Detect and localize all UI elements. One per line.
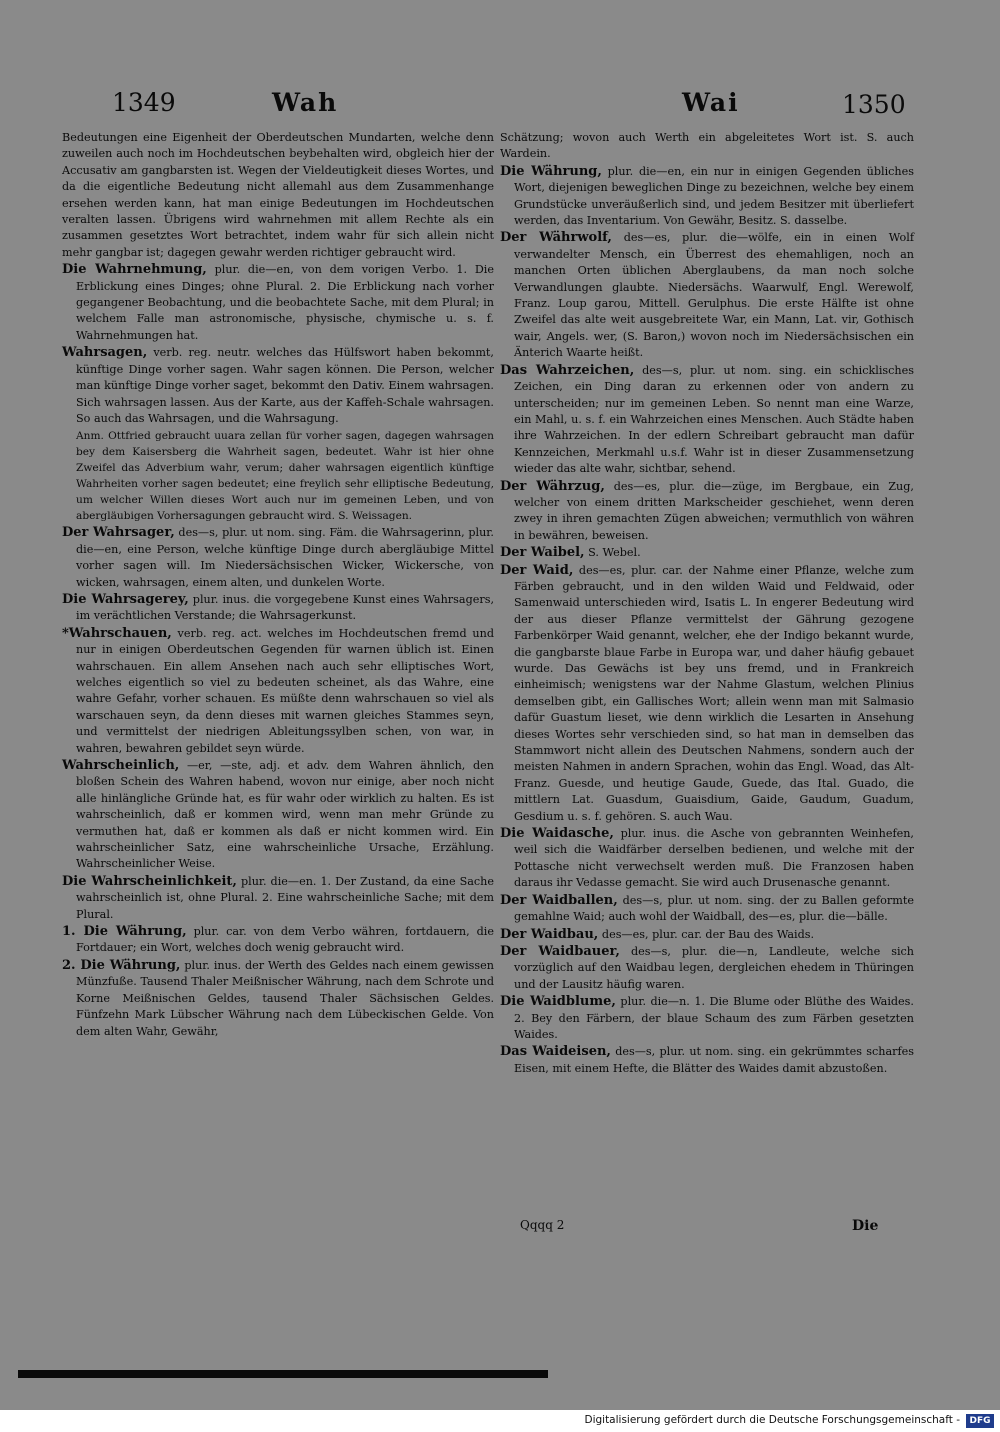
dictionary-entry xyxy=(62,592,494,625)
entry-text: Anm. Ottfried gebraucht uuara zellan für vorher sagen, dagegen wahrsagen bey dem Kaisersberg die Wahrheit sagen, bedeutet. Wahr ist hier ohne Zweifel das Adverbium wahr, verum; daher wahrsagen eigentlich künftige Wahrheiten vorher sagen bedeutet; eine freylich sehr elliptische Bedeutung, um welcher Willen dieses Wort auch nur im gemeinen Leben, und von abergläubigen Vorhersagungen gebraucht wird. S. Weissagen. xyxy=(76,430,494,523)
catchword: Die xyxy=(852,1218,879,1234)
entry-headword: Das Waideisen, xyxy=(500,1044,611,1060)
entry-headword: 1. Die Währung, xyxy=(62,924,187,940)
entry-text: Bedeutungen eine Eigenheit der Oberdeutschen Mundarten, welche denn zuweilen auch noch im Hochdeutschen beybehalten wird, obgleich hier der Accusativ am gangbarsten ist. Wegen der Vieldeutigkeit dieses Wortes, und da die eigentliche Bedeutung nicht allemahl aus dem Zusammenhange ersehen werden kann, hat man einige Bedeutungen im Hochdeutschen veralten lassen. Übrigens wird wahrnehmen mit allem Rechte als ein zusammen gesetztes Wort betrachtet, indem wahr für sich allein nicht mehr gangbar ist; dagegen gewahr werden richtiger gebraucht wird. xyxy=(62,131,494,259)
dictionary-entry xyxy=(500,927,914,943)
dictionary-entry xyxy=(500,164,914,230)
entry-headword: Die Wahrscheinlichkeit, xyxy=(62,873,237,889)
dictionary-entry xyxy=(62,958,494,1040)
dictionary-entry xyxy=(500,363,914,478)
scan-edge-rule xyxy=(18,1370,548,1378)
entry-headword: Wahrsagen, xyxy=(62,345,148,361)
entry-text: verb. reg. neutr. welches das Hülfswort haben bekommt, künftige Dinge vorher sagen. Wahr sagen können. Die Person, welcher man künftige Dinge vorher saget, bekommt den Dativ. Einem wahrsagen. Sich wahrsagen lassen. Aus der Karte, aus der Kaffeh-Schale wahrsagen. So auch das Wahrsagen, und die Wahrsagung. xyxy=(76,346,494,425)
entry-headword: Der Währzug, xyxy=(500,478,605,494)
entry-text: des—s, plur. ut nom. sing. der zu Ballen geformte gemahlne Waid; auch wohl der Waidball, des—es, plur. die—bälle. xyxy=(514,893,914,924)
signature-mark: Qqqq 2 xyxy=(520,1218,565,1232)
entry-headword: *Wahrschauen, xyxy=(62,625,172,641)
dictionary-entry xyxy=(62,345,494,427)
entry-headword: Wahrscheinlich, xyxy=(62,758,180,773)
credit-text: Digitalisierung gefördert durch die Deutsche Forschungsgemeinschaft - xyxy=(584,1414,960,1426)
running-head-left: Wah xyxy=(272,88,339,117)
entry-headword: Der Währwolf, xyxy=(500,230,612,246)
credit-bar xyxy=(0,1410,1000,1432)
entry-text: des—es, plur. die—wölfe, ein in einen Wolf verwandelter Mensch, ein Überrest des ehemahligen, noch an manchen Orten üblichen Aberglaubens, da man noch solche Verwandlungen glaubte. Niedersächs. Waarwulf, Engl. Werewolf, Franz. Loup garou, Mittell. Gerulphus. Die erste Hälfte ist ohne Zweifel das alte weit ausgebreitete War, ein Mann, Lat. vir, Gothisch wair, Angels. wer, (S. Baron,) wovon noch im Niedersächsischen ein Änterich Waarte heißt. xyxy=(514,231,915,360)
entry-headword: Die Wahrsagerey, xyxy=(62,591,189,607)
annotation-paragraph xyxy=(62,428,494,524)
entry-text: plur. inus. die Asche von gebrannten Weinhefen, weil sich die Waidfärber derselben bedienen, und welche mit der Pottasche nicht verwechselt werden muß. Die Franzosen haben daraus ihr Vedasse gemacht. Sie wird auch Drusenasche genannt. xyxy=(514,827,914,890)
dictionary-entry xyxy=(500,826,914,892)
right-column xyxy=(500,130,914,1078)
entry-headword: Die Währung, xyxy=(500,163,602,179)
dictionary-entry xyxy=(62,626,494,757)
entry-headword: Der Waidbauer, xyxy=(500,943,620,959)
entry-headword: Das Wahrzeichen, xyxy=(500,362,635,378)
entry-text: plur. die—n. 1. Die Blume oder Blüthe des Waides. 2. Bey den Färbern, der blaue Schaum des zum Färben gesetzten Waides. xyxy=(514,995,914,1041)
entry-text: des—es, plur. car. der Nahme einer Pflanze, welche zum Färben gebraucht, und in den wilden Waid und Feldwaid, oder Samenwaid unterschieden wird, Isatis L. In engerer Bedeutung wird der aus dieser Pflanze vermittelst der Gährung gezogene Farbenkörper Waid genannt, welcher, ehe der Indigo bekannt wurde, die gangbarste blaue Farbe in Europa war, und daher häufig gebauet wurde. Das Gewächs ist bey uns fremd, und in Frankreich einheimisch; wenigstens war der Nahme Glastum, welchen Plinius demselben gibt, ein Gallisches Wort; allein wenn man mit Salmasio dafür Guastum lieset, wie denn wirklich die Lesarten in Ansehung dieses Wortes sehr verschieden sind, so hat man in demselben das Stammwort nicht allein des Deutschen Nahmens, sondern auch der meisten Nahmen in andern Sprachen, wohin das Engl. Woad, das Alt-Franz. Guesde, und heutige Gaude, Guede, das Ital. Guado, die mittlern Lat. Guasdum, Guaisdium, Gaide, Gaudum, Guadum, Gesdium u. s. f. gehören. S. auch Wau. xyxy=(514,563,914,823)
entry-text: verb. reg. act. welches im Hochdeutschen fremd und nur in einigen Oberdeutschen Gegenden für warnen üblich ist. Einen wahrschauen. Ein allem Ansehen nach auch sehr elliptisches Wort, welches eigentlich so viel zu bedeuten scheinet, als das Wahre, eine wahre Gefahr, vorher schauen. Es müßte denn wahrschauen so viel als warschauen seyn, da denn dieses mit warnen gleiches Stammes seyn, und vermittelst der niedrigen Ableitungssylben schen, von war, in wahren, bewahren gebildet seyn würde. xyxy=(76,626,494,755)
entry-text: S. Webel. xyxy=(588,546,641,560)
dictionary-entry xyxy=(500,130,914,163)
dictionary-entry xyxy=(62,924,494,957)
entry-headword: Der Waidbau, xyxy=(500,926,599,942)
entry-headword: Der Waid, xyxy=(500,562,574,578)
entry-text: des—es, plur. car. der Bau des Waids. xyxy=(601,927,815,941)
entry-text: plur. inus. der Werth des Geldes nach einem gewissen Münzfuße. Tausend Thaler Meißnischer Währung, nach dem Schrote und Korne Meißnischen Geldes, tausend Thaler Sächsischen Geldes. Fünfzehn Mark Lübscher Währung nach dem Lübeckischen Gelde. Von dem alten Wahr, Gewähr, xyxy=(76,958,494,1038)
dictionary-entry xyxy=(500,1044,914,1077)
dictionary-entry xyxy=(62,758,494,873)
entry-text: des—s, plur. ut nom. sing. Fäm. die Wahrsagerinn, plur. die—en, eine Person, welche künftige Dinge durch abergläubige Mittel vorher sagen will. Im Niedersächsischen Wicker, Wickersche, von wicken, wahrsagen, einem alten, und dunkelen Worte. xyxy=(76,526,494,589)
entry-text: plur. car. von dem Verbo währen, fortdauern, die Fortdauer; ein Wort, welches doch wenig gebraucht wird. xyxy=(76,925,495,955)
dictionary-entry xyxy=(62,262,494,344)
dictionary-entry xyxy=(500,893,914,926)
left-column xyxy=(62,130,494,1041)
entry-text: des—s, plur. ut nom. sing. ein schicklisches Zeichen, ein Ding daran zu erkennen oder von andern zu unterscheiden; nur im gemeinen Leben. So nennt man eine Warze, ein Mahl, u. s. f. ein Wahrzeichen eines Menschen. Auch Städte haben ihre Wahrzeichen. In der edlern Schreibart gebraucht man dafür Kennzeichen, Merkmahl u.s.f. Wahr ist in dieser Zusammensetzung wieder das alte wahr, sichtbar, sehend. xyxy=(514,363,914,476)
dictionary-entry xyxy=(500,479,914,545)
entry-text: plur. die—en. 1. Der Zustand, da eine Sache wahrscheinlich ist, ohne Plural. 2. Eine wahrscheinliche Sache; mit dem Plural. xyxy=(76,874,495,921)
page-number-right: 1350 xyxy=(842,90,906,119)
dictionary-entry xyxy=(62,130,494,261)
entry-headword: Der Waidballen, xyxy=(500,892,618,908)
dfg-logo: DFG xyxy=(966,1414,994,1428)
entry-text: plur. inus. die vorgegebene Kunst eines Wahrsagers, im verächtlichen Verstande; die Wahrsagerkunst. xyxy=(76,592,494,623)
entry-text: plur. die—en, ein nur in einigen Gegenden übliches Wort, diejenigen beweglichen Dinge zu bezeichnen, welche bey einem Grundstücke unveräußerlich sind, und jedem Besitzer mit überliefert werden, das Inventarium. Von Gewähr, Besitz. S. dasselbe. xyxy=(514,164,914,228)
running-head-right: Wai xyxy=(682,88,740,117)
page-header xyxy=(0,88,1000,124)
entry-headword: 2. Die Währung, xyxy=(62,957,181,973)
entry-headword: Die Waidblume, xyxy=(500,994,616,1010)
entry-text: Schätzung; wovon auch Werth ein abgeleitetes Wort ist. S. auch Wardein. xyxy=(500,131,914,161)
entry-text: des—s, plur. die—n, Landleute, welche sich vorzüglich auf den Waidbau legen, dergleichen ehedem in Thüringen und der Lausitz häufig waren. xyxy=(514,944,914,991)
page-number-left: 1349 xyxy=(112,88,176,117)
dictionary-entry xyxy=(500,545,914,561)
entry-text: —er, —ste, adj. et adv. dem Wahren ähnlich, den bloßen Schein des Wahren habend, wovon nur einige, aber noch nicht alle hinlängliche Gründe hat, es für wahr oder wirklich zu halten. Es ist wahrscheinlich, daß er kommen wird, wenn man mehr Gründe zu vermuthen hat, daß er kommen als daß er nicht kommen wird. Ein wahrscheinlicher Satz, eine wahrscheinliche Ursache, Erzählung. Wahrscheinlicher Weise. xyxy=(76,759,494,871)
entry-headword: Die Wahrnehmung, xyxy=(62,262,207,278)
entry-headword: Der Wahrsager, xyxy=(62,525,175,541)
entry-text: des—es, plur. die—züge, im Bergbaue, ein Zug, welcher von einem dritten Markscheider geschiehet, wenn deren zwey in ihren gemachten Zügen abweichen; vermuthlich von währen in bewähren, beweisen. xyxy=(514,479,914,542)
entry-text: des—s, plur. ut nom. sing. ein gekrümmtes scharfes Eisen, mit einem Hefte, die Blätter des Waides damit abzustoßen. xyxy=(514,1045,914,1075)
dictionary-entry xyxy=(500,230,914,361)
entry-text: plur. die—en, von dem vorigen Verbo. 1. Die Erblickung eines Dinges; ohne Plural. 2. Die Erblickung nach vorher gegangener Beobachtung, und die beobachtete Sache, mit dem Plural; in welchem Falle man astronomische, physische, chymische u. s. f. Wahrnehmungen hat. xyxy=(76,263,494,342)
entry-headword: Die Waidasche, xyxy=(500,826,614,842)
dictionary-entry xyxy=(500,994,914,1043)
dictionary-entry xyxy=(62,525,494,591)
dictionary-entry xyxy=(62,874,494,923)
entry-headword: Der Waibel, xyxy=(500,545,585,561)
dictionary-entry xyxy=(500,944,914,993)
dictionary-entry xyxy=(500,563,914,826)
